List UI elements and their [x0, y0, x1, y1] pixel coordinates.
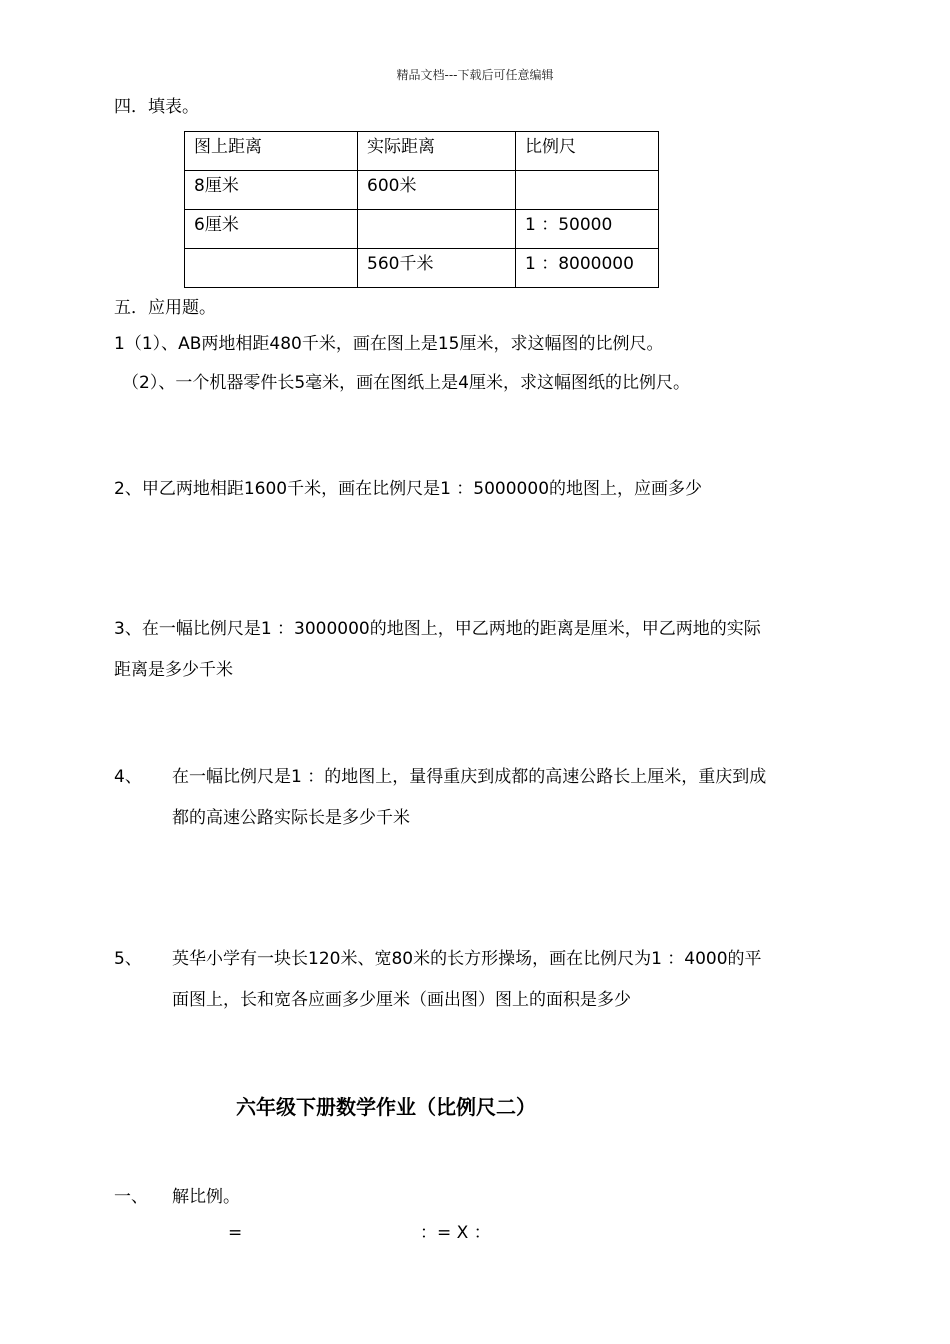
- page-header: 精品文档---下载后可任意编辑: [396, 68, 554, 82]
- question-3-line-1: 3、在一幅比例尺是1 ：3000000的地图上，甲乙两地的距离是厘米，甲乙两地的实际: [114, 619, 761, 639]
- fill-table: [184, 131, 659, 288]
- question-4-line-1: 在一幅比例尺是1 ：的地图上，量得重庆到成都的高速公路长上厘米，重庆到成: [172, 767, 767, 787]
- question-5-line-1: 英华小学有一块长120米、宽80米的长方形操场，画在比例尺为1 ：4000的平: [172, 949, 762, 969]
- table-cell: 8厘米: [185, 171, 358, 210]
- table-cell: 1 ：8000000: [516, 249, 659, 288]
- table-cell: 1 ：50000: [516, 210, 659, 249]
- part-2-section-1-title: 解比例。: [172, 1187, 240, 1207]
- section-5-title: 五．应用题。: [114, 298, 216, 318]
- header-actual-distance: 实际距离: [358, 132, 516, 171]
- header-scale: 比例尺: [516, 132, 659, 171]
- question-3-line-2: 距离是多少千米: [114, 660, 233, 680]
- table-cell: 560千米: [358, 249, 516, 288]
- section-4-title: 四．填表。: [114, 97, 199, 117]
- table-row: [185, 171, 659, 210]
- question-4-number: 4、: [114, 767, 142, 787]
- header-map-distance: 图上距离: [185, 132, 358, 171]
- table-header-row: [185, 132, 659, 171]
- worksheet-title: 六年级下册数学作业（比例尺二）: [236, 1095, 536, 1119]
- table-row: [185, 249, 659, 288]
- table-cell: 6厘米: [185, 210, 358, 249]
- equation-1: =: [228, 1223, 243, 1243]
- question-4-line-2: 都的高速公路实际长是多少千米: [172, 808, 410, 828]
- part-2-section-1-number: 一、: [114, 1187, 148, 1207]
- table-cell: [358, 210, 516, 249]
- table-cell: [185, 249, 358, 288]
- question-1-part-1: 1（1）、AB两地相距480千米，画在图上是15厘米，求这幅图的比例尺。: [114, 334, 664, 354]
- question-5-line-2: 面图上，长和宽各应画多少厘米（画出图）图上的面积是多少: [172, 990, 631, 1010]
- question-2: 2、甲乙两地相距1600千米，画在比例尺是1 ：5000000的地图上，应画多少: [114, 479, 703, 499]
- question-5-number: 5、: [114, 949, 142, 969]
- table-cell: [516, 171, 659, 210]
- question-1-part-2: （2）、一个机器零件长5毫米，画在图纸上是4厘米，求这幅图纸的比例尺。: [122, 373, 690, 393]
- table-row: [185, 210, 659, 249]
- equation-2: ：= X ：: [420, 1223, 491, 1243]
- table-cell: 600米: [358, 171, 516, 210]
